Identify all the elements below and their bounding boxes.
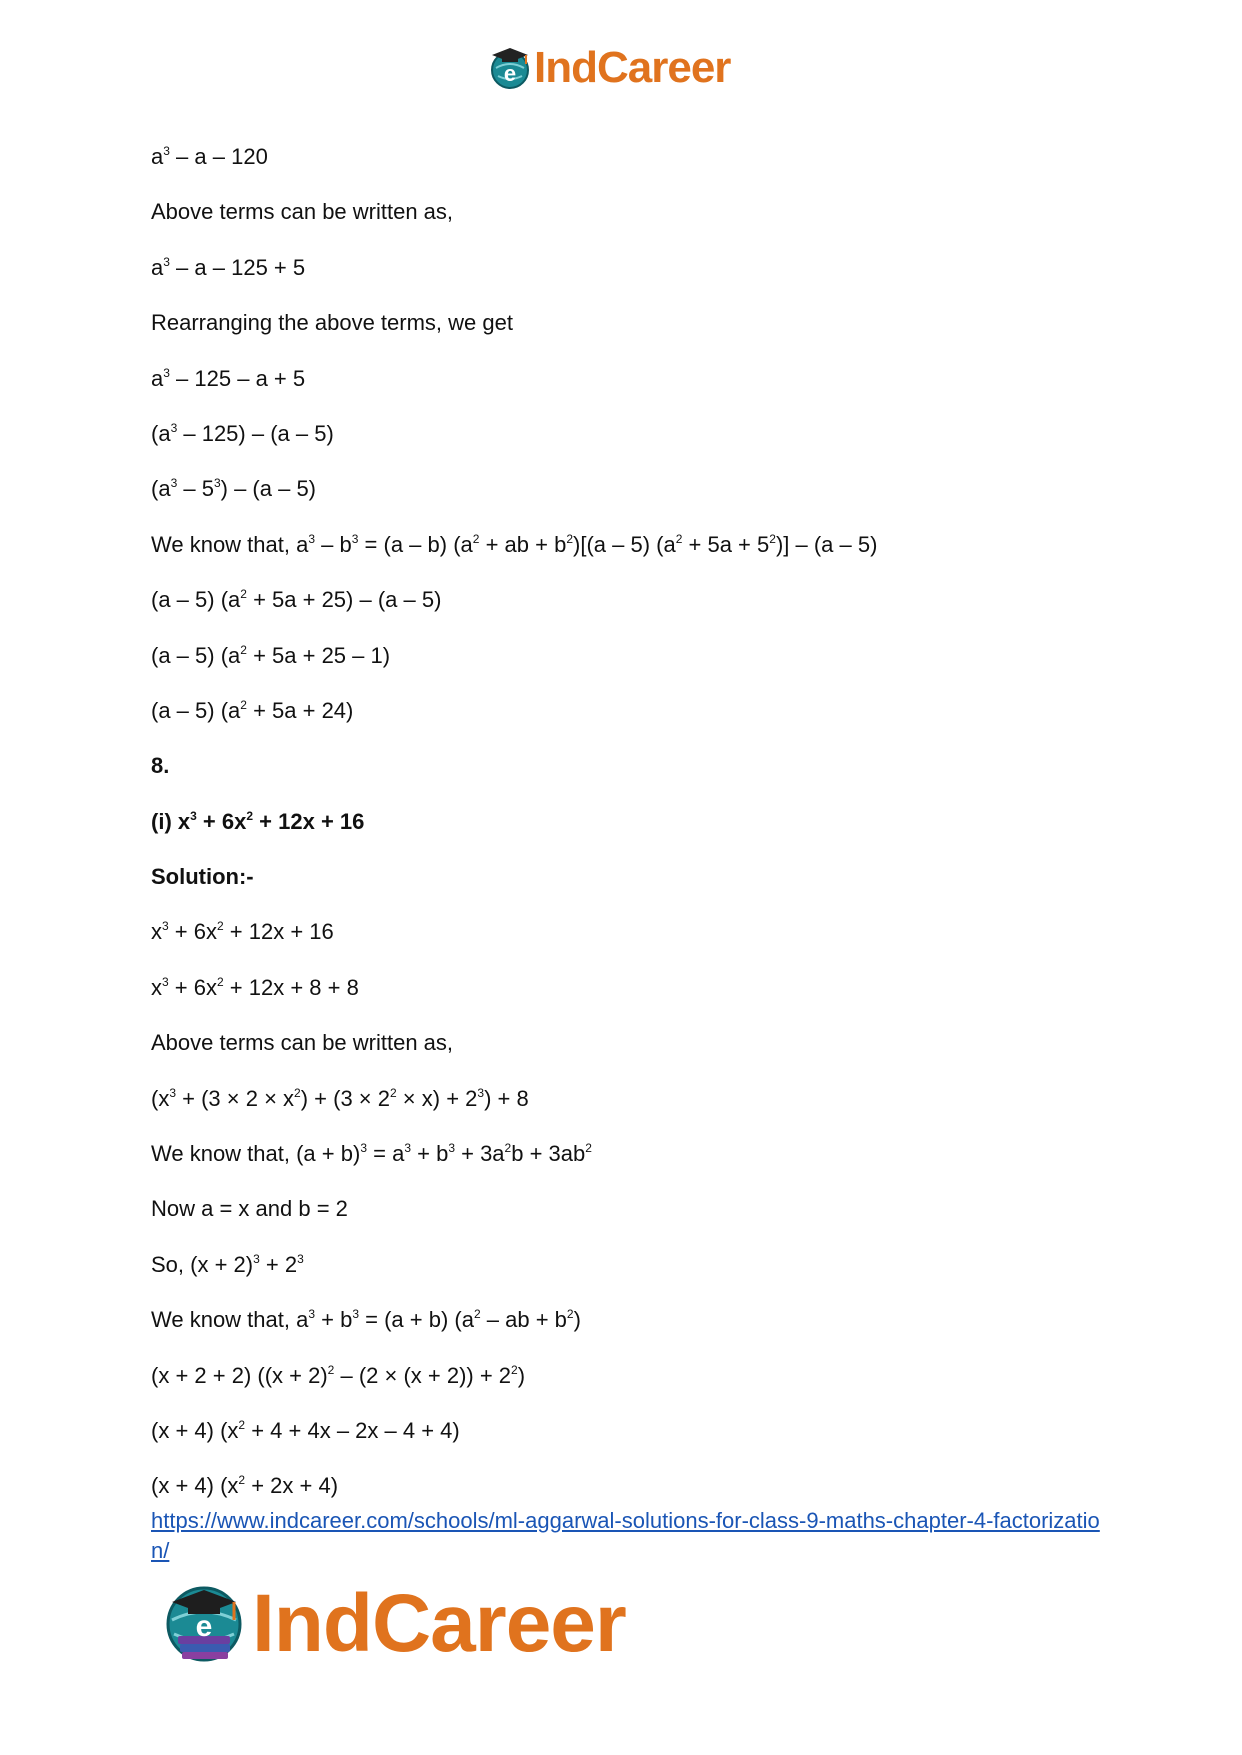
footer-logo-text: IndCareer [252,1578,626,1669]
math-line: (x + 4) $(x^2 + 4 + 4x - 2x - 4 + 4)$ [151,1417,460,1443]
math-line: $a^3 - 125 - a + 5$ [151,365,306,391]
svg-text:e: e [503,61,517,86]
math-line: We know that, $a^3 - b^3 = (a - b) (a^2$ + ab + $b^2)[(a - 5)$ $(a^2 + 5a + 5^2)] - (a - 5)$ [151,531,878,557]
math-line: $(a^3 - 5^3) - (a - 5)$ [151,476,317,502]
math-line: (x + 2 + 2) $((x + 2)^2 - (2 \times (x + 2)) + 2^2)$ [151,1362,526,1388]
graduation-globe-icon [488,46,532,90]
math-line: (a – 5) $(a^2 + 5a + 24)$ [151,697,354,723]
math-line: Rearranging the above terms, we get [151,310,513,336]
math-line: We know that, $a^3 + b^3 = (a + b)$ ($a^2$ – ab + $b^2$) [151,1307,581,1333]
math-line: $x^3 + 6x^2 + 12x + 8 + 8$ [151,974,359,1000]
math-line: 8. [151,753,170,779]
math-line: So, $(x + 2)^3 + 2^3$ [151,1251,304,1277]
header-logo-text: IndCareer [534,43,731,92]
math-line: (a – 5) $(a^2 + 5a + 25) - (a - 5)$ [151,587,442,613]
source-link[interactable]: https://www.indcareer.com/schools/ml-aggarwal-solutions-for-class-9-maths-chapter-4-factorization/ [151,1508,1100,1563]
books-globe-icon [162,1582,246,1666]
footer-logo [162,1576,626,1672]
svg-text:e: e [195,1610,213,1643]
math-line: Now a = x and b = 2 [151,1196,348,1222]
math-line: $x^3 + 6x^2 + 12x + 16$ [151,919,334,945]
math-line: (i) $x^3 + 6x^2 + 12x + 16$ [151,808,365,834]
math-line: Above terms can be written as, [151,1030,454,1056]
math-line: Above terms can be written as, [151,199,454,225]
math-line: We know that, $(a + b)^3 = a^3 + b^3 + 3a^2b + 3ab^2$ [151,1141,592,1167]
math-line: $a^3$ – a – 120 [151,144,268,169]
math-line: $(a^3 - 125) - (a - 5)$ [151,420,334,446]
math-line: $(x^3 + (3 \times 2 \times x^2) + (3 \times 2^2 \times x) + 2^3) + 8$ [151,1085,529,1111]
math-line: $a^3 - a - 125 + 5$ [151,254,306,280]
solution-content [151,143,1131,1502]
math-line: (x + 4) $(x^2 + 2x + 4)$ [151,1473,339,1499]
math-line: (a – 5) $(a^2 + 5a + 25 - 1)$ [151,642,391,668]
math-line: Solution:- [151,864,254,890]
header-logo [488,40,730,96]
